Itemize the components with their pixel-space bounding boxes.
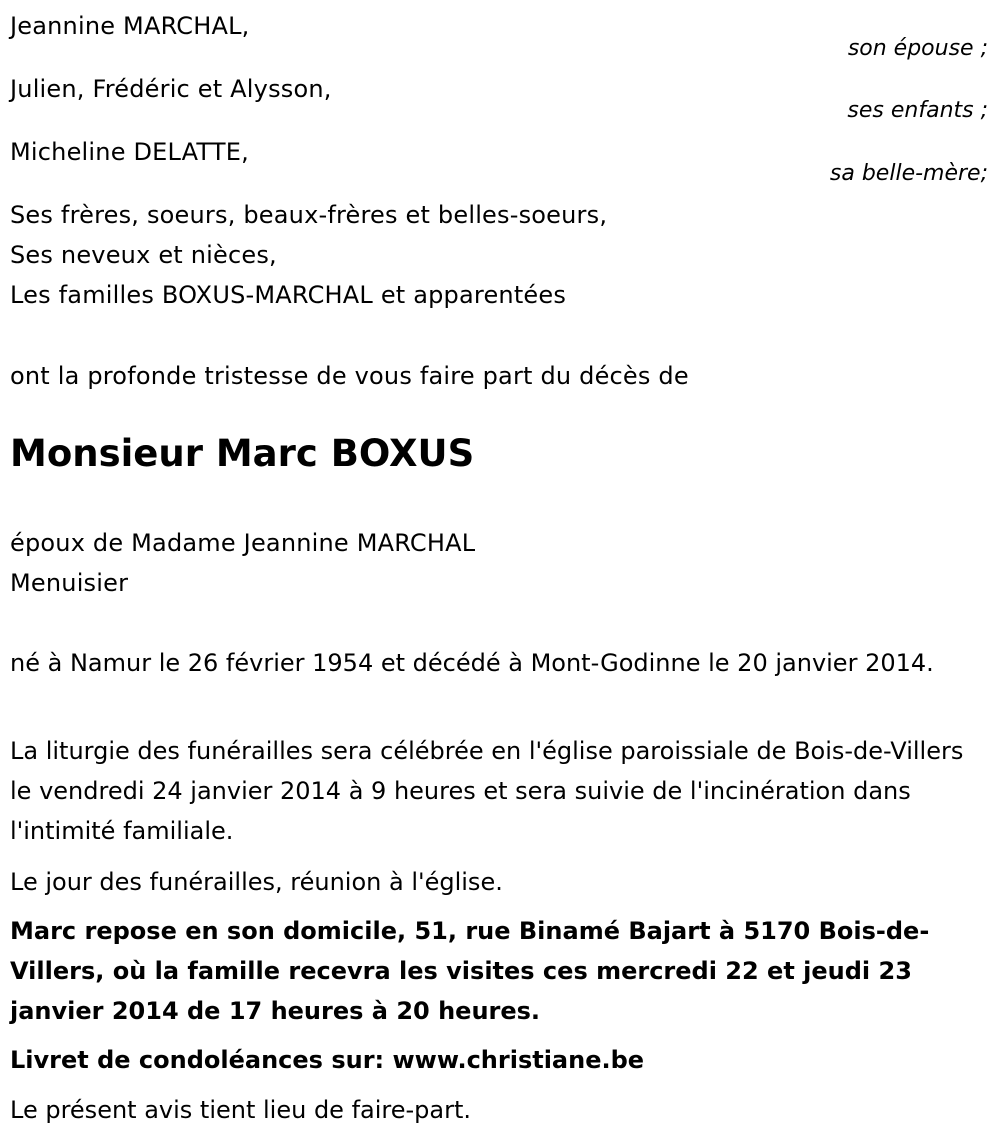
relatives-line: Ses frères, soeurs, beaux-frères et belles-soeurs, [10,201,608,229]
family-member-role: ses enfants ; [847,98,988,123]
relatives-line: Les familles BOXUS-MARCHAL et apparentées [10,281,567,309]
family-member-role: son épouse ; [847,36,988,61]
visitation-paragraph: Marc repose en son domicile, 51, rue Binamé Bajart à 5170 Bois-de-Villers, où la famille recevra les visites ces mercredi 22 et jeudi 23 janvier 2014 de 17 heures à 20 heures. [10,917,930,1025]
meeting-paragraph: Le jour des funérailles, réunion à l'église. [10,868,503,896]
condolences-line: Livret de condoléances sur: www.christiane.be [10,1046,645,1074]
family-member-name: Jeannine MARCHAL, [10,12,250,40]
relatives-line: Ses neveux et nièces, [10,241,277,269]
spouse-line: époux de Madame Jeannine MARCHAL [10,529,476,557]
announcement-text: ont la profonde tristesse de vous faire part du décès de [10,362,689,390]
deceased-name: Monsieur Marc BOXUS [10,432,475,475]
funeral-paragraph: La liturgie des funérailles sera célébrée en l'église paroissiale de Bois-de-Villers le vendredi 24 janvier 2014 à 9 heures et sera suivie de l'incinération dans l'intimité familiale. [10,737,964,845]
family-member-role: sa belle-mère; [829,161,988,186]
family-member-name: Julien, Frédéric et Alysson, [10,75,332,103]
profession-line: Menuisier [10,569,129,597]
family-member-name: Micheline DELATTE, [10,138,249,166]
birth-death-paragraph: né à Namur le 26 février 1954 et décédé à Mont-Godinne le 20 janvier 2014. [10,649,934,677]
notice-line: Le présent avis tient lieu de faire-part. [10,1096,472,1124]
